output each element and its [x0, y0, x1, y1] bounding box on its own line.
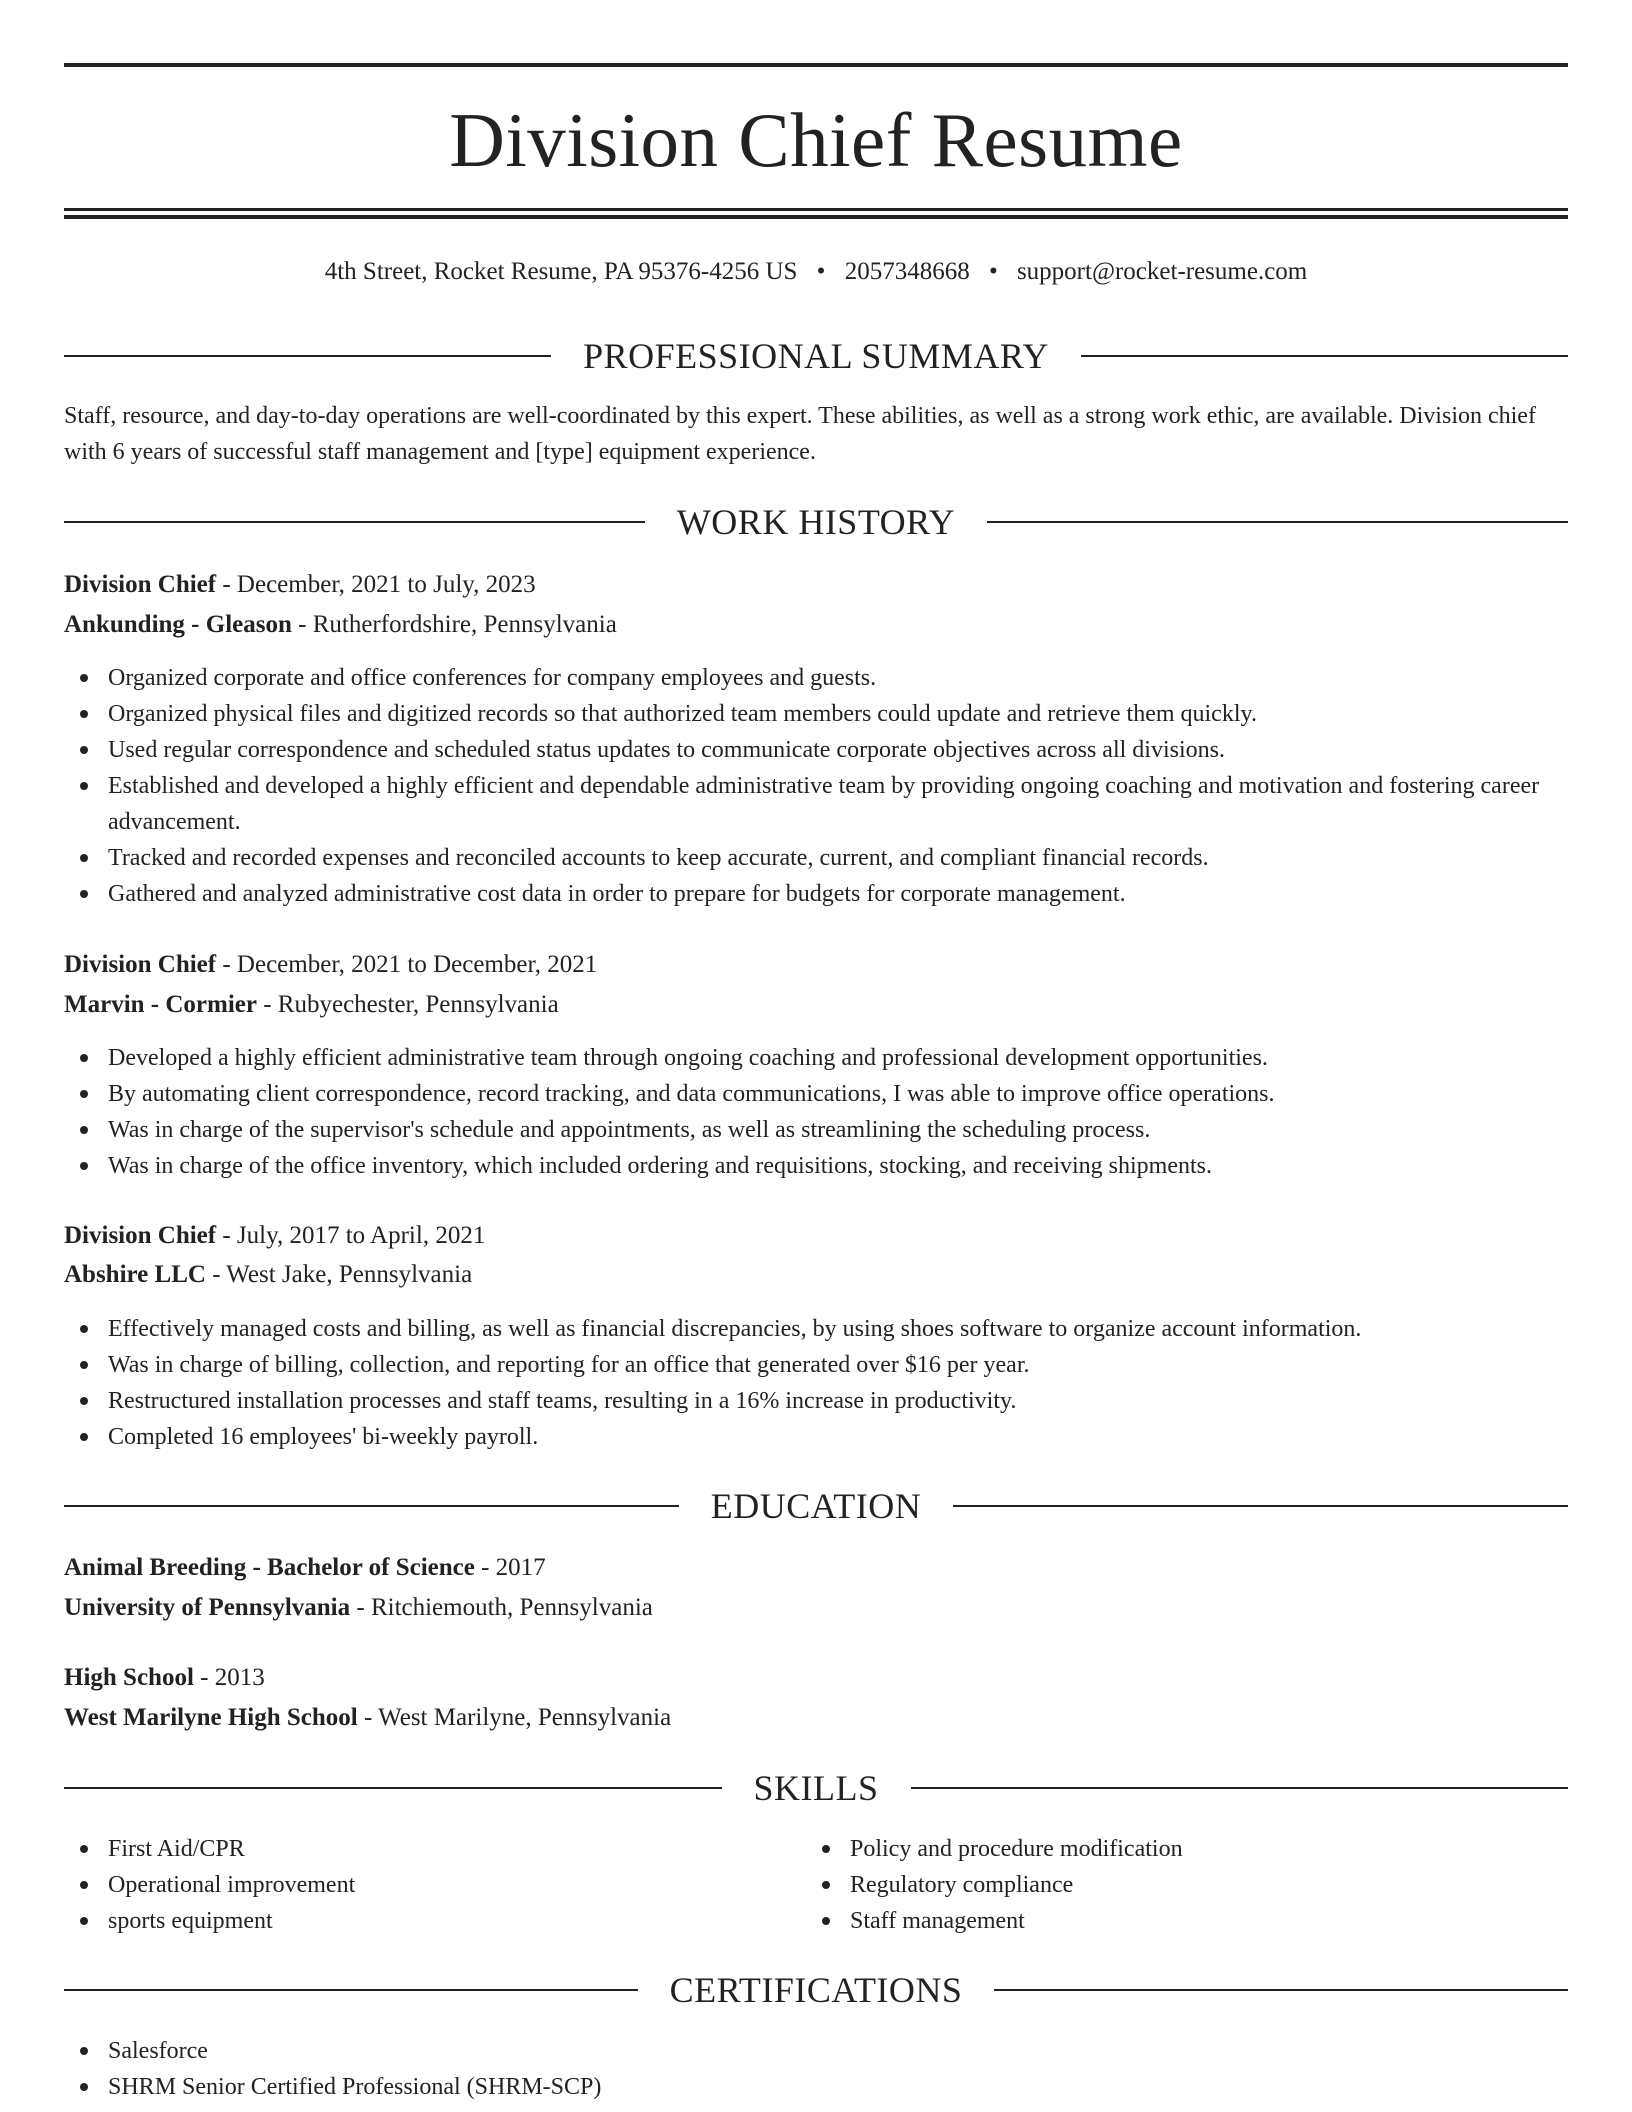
list-item: Policy and procedure modification: [806, 1831, 1506, 1867]
title-rule-lower: [64, 215, 1568, 219]
job-company: Ankunding - Gleason: [64, 611, 292, 638]
job-bullets: [64, 660, 1568, 912]
section-heading-work-history: [64, 500, 1568, 544]
heading-rule: [64, 1989, 638, 1991]
heading-rule: [64, 355, 551, 357]
education-school: West Marilyne High School: [64, 1704, 358, 1731]
list-item: Operational improvement: [64, 1867, 764, 1903]
heading-rule: [953, 1505, 1568, 1507]
job-dates: - July, 2017 to April, 2021: [216, 1222, 486, 1249]
job-title-line: [64, 1216, 1568, 1256]
education-school-line: [64, 1698, 1568, 1738]
education-year: - 2013: [193, 1664, 265, 1691]
heading-rule: [987, 521, 1568, 523]
section-title: EDUCATION: [710, 1486, 922, 1526]
education-year: - 2017: [474, 1554, 546, 1581]
section-heading-education: [64, 1484, 1568, 1528]
contact-separator: •: [816, 258, 826, 285]
job-bullets: [64, 1311, 1568, 1455]
list-item: Developed a highly efficient administrative team through ongoing coaching and professional development opportunities.: [64, 1040, 1568, 1076]
job-dates: - December, 2021 to July, 2023: [216, 571, 536, 598]
education-location: - Ritchiemouth, Pennsylvania: [350, 1594, 653, 1621]
list-item: Used regular correspondence and scheduled status updates to communicate corporate objectives across all divisions.: [64, 732, 1568, 768]
section-heading-summary: [64, 334, 1568, 378]
skills-list-left: [64, 1831, 764, 1939]
job-title: Division Chief: [64, 1222, 217, 1249]
list-item: Salesforce: [64, 2033, 1568, 2069]
list-item: Tracked and recorded expenses and reconciled accounts to keep accurate, current, and compliant financial records.: [64, 840, 1568, 876]
list-item: First Aid/CPR: [64, 1831, 764, 1867]
heading-rule: [64, 521, 645, 523]
job-bullets: [64, 1040, 1568, 1184]
title-rule-upper: [64, 208, 1568, 211]
section-title: PROFESSIONAL SUMMARY: [583, 336, 1049, 376]
list-item: Was in charge of the office inventory, which included ordering and requisitions, stocking, and receiving shipments.: [64, 1148, 1568, 1184]
list-item: Regulatory compliance: [806, 1867, 1506, 1903]
education-school-line: [64, 1588, 1568, 1628]
contact-separator: •: [988, 258, 998, 285]
heading-rule: [911, 1787, 1569, 1789]
job-location: - Rubyechester, Pennsylvania: [256, 991, 559, 1018]
education-degree: High School: [64, 1664, 194, 1691]
list-item: Established and developed a highly efficient and dependable administrative team by providing ongoing coaching and motivation and fostering career advancement.: [64, 768, 1568, 840]
education-degree: Animal Breeding - Bachelor of Science: [64, 1554, 475, 1581]
list-item: Gathered and analyzed administrative cost data in order to prepare for budgets for corporate management.: [64, 876, 1568, 912]
job-title-line: [64, 565, 1568, 605]
list-item: Completed 16 employees' bi-weekly payroll.: [64, 1419, 1568, 1455]
education-school: University of Pennsylvania: [64, 1594, 351, 1621]
education-degree-line: [64, 1548, 1568, 1588]
summary-text: Staff, resource, and day-to-day operations are well-coordinated by this expert. These abilities, as well as a strong work ethic, are available. Division chief with 6 years of successful staff management and [type] equipment experience.: [64, 403, 1536, 465]
certifications-list: [64, 2033, 1568, 2105]
job-company-line: [64, 985, 1568, 1025]
job-company-line: [64, 1255, 1568, 1295]
contact-address: 4th Street, Rocket Resume, PA 95376-4256 US: [324, 258, 798, 285]
list-item: Effectively managed costs and billing, as well as financial discrepancies, by using shoes software to organize account information.: [64, 1311, 1568, 1347]
contact-phone: 2057348668: [844, 258, 970, 285]
education-degree-line: [64, 1658, 1568, 1698]
contact-email: support@rocket-resume.com: [1016, 258, 1308, 285]
heading-rule: [1081, 355, 1568, 357]
job-title-line: [64, 945, 1568, 985]
job-company: Marvin - Cormier: [64, 991, 257, 1018]
job-title: Division Chief: [64, 951, 217, 978]
heading-rule: [64, 1505, 679, 1507]
job-location: - Rutherfordshire, Pennsylvania: [291, 611, 617, 638]
section-heading-certifications: [64, 1968, 1568, 2012]
resume-title: Division Chief Resume: [449, 97, 1183, 183]
section-heading-skills: [64, 1766, 1568, 1810]
job-title: Division Chief: [64, 571, 217, 598]
list-item: Was in charge of the supervisor's schedule and appointments, as well as streamlining the scheduling process.: [64, 1112, 1568, 1148]
contact-line: [64, 254, 1568, 290]
job-dates: - December, 2021 to December, 2021: [216, 951, 598, 978]
section-title: SKILLS: [753, 1768, 879, 1808]
heading-rule: [64, 1787, 722, 1789]
list-item: Staff management: [806, 1903, 1506, 1939]
section-title: CERTIFICATIONS: [669, 1970, 963, 2010]
list-item: SHRM Senior Certified Professional (SHRM-SCP): [64, 2069, 1568, 2105]
section-title: WORK HISTORY: [676, 502, 956, 542]
list-item: Was in charge of billing, collection, and reporting for an office that generated over $16 per year.: [64, 1347, 1568, 1383]
list-item: By automating client correspondence, record tracking, and data communications, I was able to improve office operations.: [64, 1076, 1568, 1112]
education-location: - West Marilyne, Pennsylvania: [357, 1704, 672, 1731]
heading-rule: [994, 1989, 1568, 1991]
skills-list-right: [806, 1831, 1506, 1939]
top-rule: [64, 63, 1568, 67]
job-company-line: [64, 605, 1568, 645]
job-company: Abshire LLC: [64, 1261, 206, 1288]
list-item: Restructured installation processes and staff teams, resulting in a 16% increase in productivity.: [64, 1383, 1568, 1419]
job-location: - West Jake, Pennsylvania: [205, 1261, 473, 1288]
list-item: Organized physical files and digitized records so that authorized team members could update and retrieve them quickly.: [64, 696, 1568, 732]
list-item: Organized corporate and office conferences for company employees and guests.: [64, 660, 1568, 696]
list-item: sports equipment: [64, 1903, 764, 1939]
